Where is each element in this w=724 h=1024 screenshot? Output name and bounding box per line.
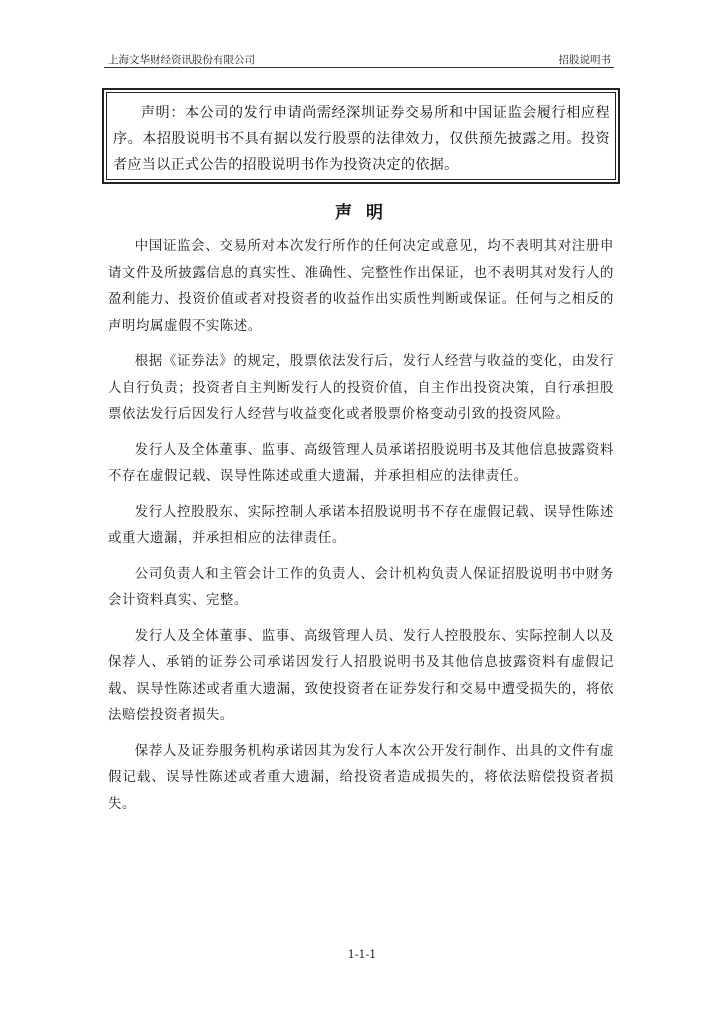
header-divider	[104, 67, 614, 68]
notice-inner-border	[106, 92, 616, 180]
paragraph-regulator-disclaimer: 中国证监会、交易所对本次发行所作的任何决定或意见，均不表明其对注册申请文件及所披露信息的真实性、准确性、完整性作出保证，也不表明其对发行人的盈利能力、投资价值或者对投资者的收益作出实质性判断或保证。任何与之相反的声明均属虚假不实陈述。	[108, 239, 614, 334]
paragraph-sponsor-commitment: 保荐人及证券服务机构承诺因其为发行人本次公开发行制作、出具的文件有虚假记载、误导性陈述或者重大遗漏，给投资者造成损失的，将依法赔偿投资者损失。	[108, 743, 614, 812]
paragraph-compensation-commitment: 发行人及全体董事、监事、高级管理人员、发行人控股股东、实际控制人以及保荐人、承销的证券公司承诺因发行人招股说明书及其他信息披露资料有虚假记载、误导性陈述或者重大遗漏，致使投资者在证券发行和交易中遭受损失的，将依法赔偿投资者损失。	[108, 628, 614, 723]
preliminary-disclosure-notice-box	[102, 88, 620, 184]
paragraph-controlling-shareholder: 发行人控股股东、实际控制人承诺本招股说明书不存在虚假记载、误导性陈述或重大遗漏，并承担相应的法律责任。	[108, 504, 614, 546]
page-number: 1-1-1	[347, 948, 377, 961]
section-title: 声明	[335, 203, 397, 223]
paragraph-directors-commitment: 发行人及全体董事、监事、高级管理人员承诺招股说明书及其他信息披露资料不存在虚假记载、误导性陈述或重大遗漏，并承担相应的法律责任。	[108, 442, 614, 484]
statement-body	[108, 234, 614, 827]
header-company-name: 上海文华财经资讯股份有限公司	[108, 54, 255, 66]
notice-text: 声明：本公司的发行申请尚需经深圳证券交易所和中国证监会履行相应程序。本招股说明书不具有据以发行股票的法律效力，仅供预先披露之用。投资者应当以正式公告的招股说明书作为投资决定的依据。	[113, 105, 610, 173]
paragraph-accounting-guarantee: 公司负责人和主管会计工作的负责人、会计机构负责人保证招股说明书中财务会计资料真实、完整。	[108, 566, 614, 608]
paragraph-securities-law: 根据《证券法》的规定，股票依法发行后，发行人经营与收益的变化，由发行人自行负责；投资者自主判断发行人的投资价值，自主作出投资决策，自行承担股票依法发行后因发行人经营与收益变化或者股票价格变动引致的投资风险。	[108, 354, 614, 422]
header-document-type: 招股说明书	[558, 54, 611, 66]
